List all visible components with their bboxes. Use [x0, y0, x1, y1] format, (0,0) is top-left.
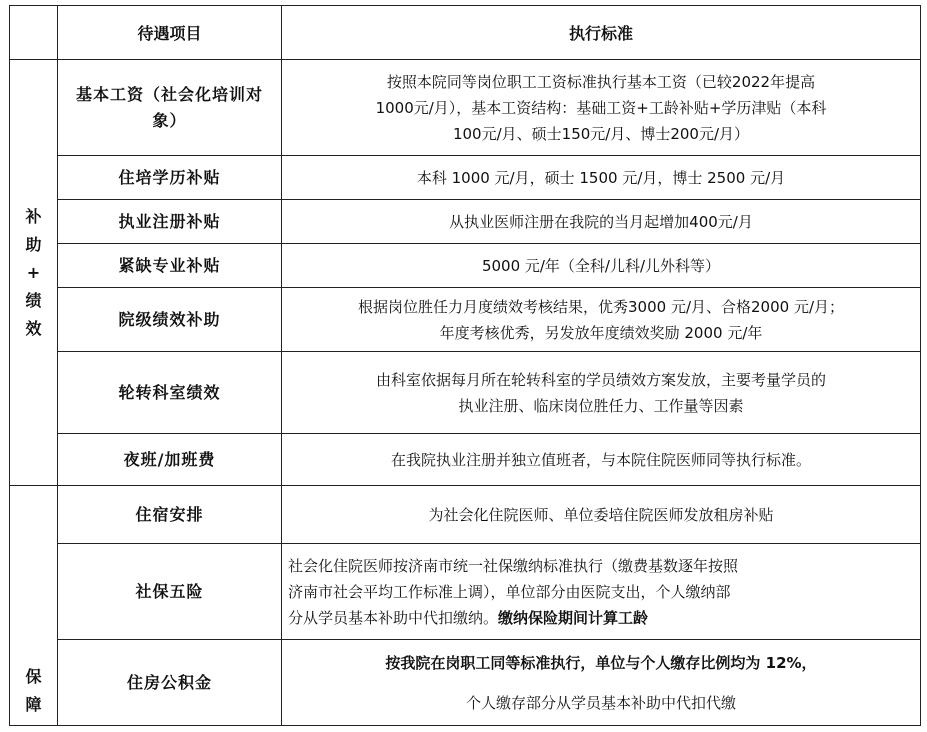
category-char: 绩 — [25, 290, 42, 310]
category-char: 保 — [25, 667, 42, 686]
standard-hospital-performance — [282, 288, 921, 352]
standard-rotation-performance — [282, 352, 921, 434]
item-housing: 住宿安排 — [58, 486, 282, 544]
header-blank-cell — [10, 6, 58, 60]
standard-registration-subsidy: 从执业医师注册在我院的当月起增加400元/月 — [282, 200, 921, 244]
standard-housing: 为社会化住院医师、单位委培住院医师发放租房补贴 — [282, 486, 921, 544]
table-row — [10, 288, 921, 352]
category-char: 障 — [25, 695, 42, 714]
item-rotation-performance: 轮转科室绩效 — [58, 352, 282, 434]
category-char: 助 — [25, 234, 42, 254]
standard-line — [288, 605, 916, 631]
item-night-shift: 夜班/加班费 — [58, 434, 282, 486]
table-row — [10, 352, 921, 434]
standard-line: 济南市社会平均工作标准上调），单位部分由医院支出，个人缴纳部 — [288, 582, 731, 601]
table-row — [10, 156, 921, 200]
standard-line: 由科室依据每月所在轮转科室的学员绩效方案发放，主要考量学员的 — [375, 370, 826, 389]
standard-text: 分从学员基本补助中代扣缴纳。 — [288, 608, 499, 627]
table-row — [10, 200, 921, 244]
standard-line: 按照本院同等岗位职工工资标准执行基本工资（已较2022年提高 — [386, 72, 816, 91]
benefits-table — [9, 5, 921, 726]
table-row — [10, 244, 921, 288]
table-row — [10, 486, 921, 544]
header-standard: 执行标准 — [282, 6, 921, 60]
item-social-insurance: 社保五险 — [58, 544, 282, 640]
category-security — [10, 486, 58, 726]
standard-line: 100元/月、硕士150元/月、博士200元/月） — [452, 124, 750, 143]
standard-night-shift: 在我院执业注册并独立值班者，与本院住院医师同等执行标准。 — [282, 434, 921, 486]
table-row — [10, 640, 921, 726]
category-char: + — [26, 262, 41, 282]
standard-line: 根据岗位胜任力月度绩效考核结果，优秀3000 元/月、合格2000 元/月； — [358, 297, 844, 316]
item-basic-salary: 基本工资（社会化培训对象） — [58, 60, 282, 156]
standard-line: 个人缴存部分从学员基本补助中代扣代缴 — [465, 693, 736, 712]
standard-social-insurance — [282, 544, 921, 640]
table-row — [10, 60, 921, 156]
item-housing-fund: 住房公积金 — [58, 640, 282, 726]
category-subsidy — [10, 60, 58, 486]
item-hospital-performance: 院级绩效补助 — [58, 288, 282, 352]
standard-housing-fund — [282, 640, 921, 726]
standard-education-subsidy: 本科 1000 元/月，硕士 1500 元/月，博士 2500 元/月 — [282, 156, 921, 200]
standard-line: 1000元/月），基本工资结构：基础工资+工龄补贴+学历津贴（本科 — [375, 98, 827, 117]
category-char: 补 — [25, 206, 42, 226]
standard-basic-salary — [282, 60, 921, 156]
item-shortage-subsidy: 紧缺专业补贴 — [58, 244, 282, 288]
item-registration-subsidy: 执业注册补贴 — [58, 200, 282, 244]
category-char: 效 — [25, 318, 42, 338]
standard-line: 社会化住院医师按济南市统一社保缴纳标准执行（缴费基数逐年按照 — [288, 556, 739, 575]
standard-line: 执业注册、临床岗位胜任力、工作量等因素 — [458, 396, 744, 415]
standard-shortage-subsidy: 5000 元/年（全科/儿科/儿外科等） — [282, 244, 921, 288]
item-education-subsidy: 住培学历补贴 — [58, 156, 282, 200]
standard-bold-line: 按我院在岗职工同等标准执行，单位与个人缴存比例均为 12%， — [385, 653, 817, 672]
header-row — [10, 6, 921, 60]
table-row — [10, 544, 921, 640]
table-row — [10, 434, 921, 486]
standard-bold-text: 缴纳保险期间计算工龄 — [498, 608, 649, 627]
header-item: 待遇项目 — [58, 6, 282, 60]
standard-line: 年度考核优秀，另发放年度绩效奖励 2000 元/年 — [439, 323, 763, 342]
